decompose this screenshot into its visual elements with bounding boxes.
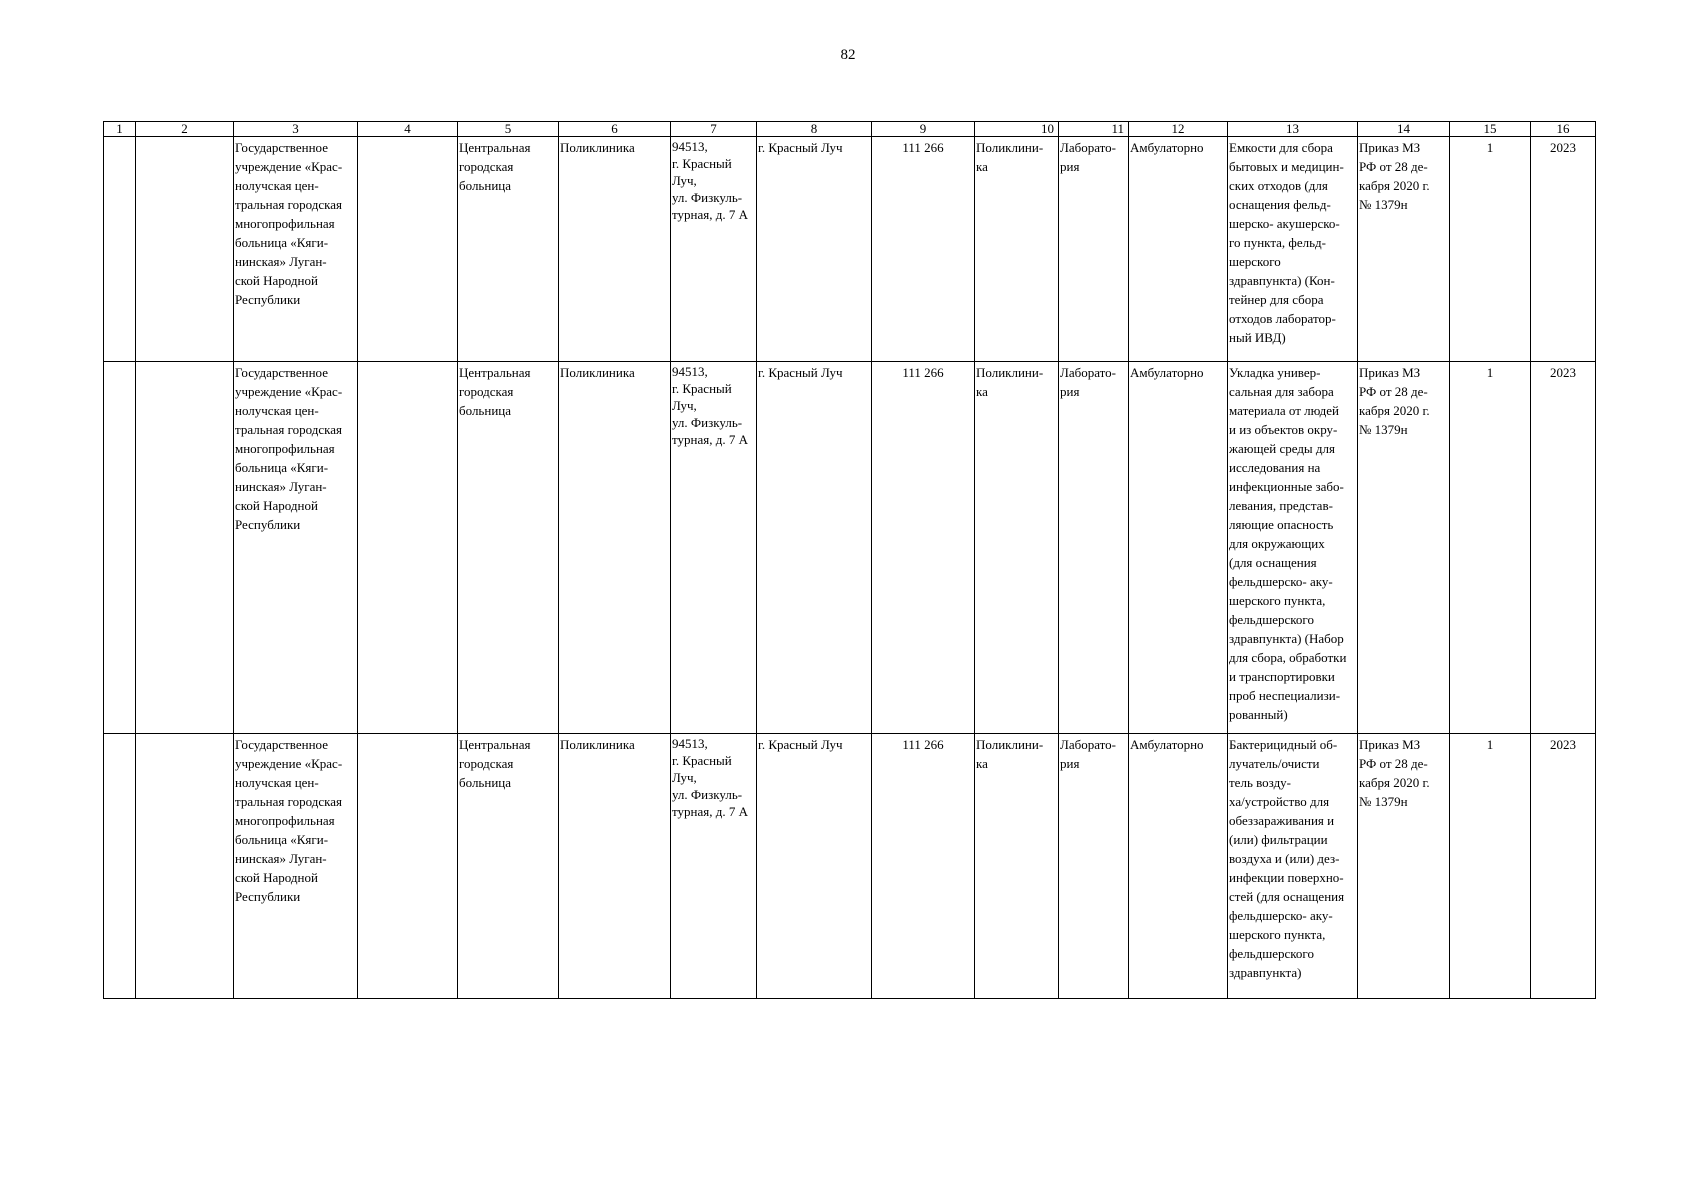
structure-cell: Поликлини- ка bbox=[975, 734, 1059, 999]
population-cell: 111 266 bbox=[872, 362, 975, 734]
column-number: 8 bbox=[757, 122, 872, 137]
department-cell: Лаборато- рия bbox=[1059, 137, 1129, 362]
cell-col-4 bbox=[358, 734, 458, 999]
year-cell: 2023 bbox=[1531, 362, 1596, 734]
division-cell: Центральная городская больница bbox=[458, 137, 559, 362]
column-number: 15 bbox=[1450, 122, 1531, 137]
table-row bbox=[104, 734, 1596, 999]
locality-cell: г. Красный Луч bbox=[757, 734, 872, 999]
institution-cell: Государственное учреждение «Крас- нолучская цен- тральная городская многопрофильная больница «Кяги- нинская» Луган- ской Народной Республики bbox=[234, 362, 358, 734]
equipment-cell: Бактерицидный об- лучатель/очисти тель возду- ха/устройство для обеззараживания и (или) фильтрации воздуха и (или) дез- инфекции поверхно- стей (для оснащения фельдшерско- аку- шерского пункта, фельдшерского здравпункта) bbox=[1228, 734, 1358, 999]
locality-cell: г. Красный Луч bbox=[757, 362, 872, 734]
cell-col-4 bbox=[358, 137, 458, 362]
address-cell: 94513, г. Красный Луч, ул. Физкуль- турная, д. 7 А bbox=[671, 734, 757, 999]
institution-cell: Государственное учреждение «Крас- нолучская цен- тральная городская многопрофильная больница «Кяги- нинская» Луган- ской Народной Республики bbox=[234, 734, 358, 999]
care-form-cell: Амбулаторно bbox=[1129, 734, 1228, 999]
page-number: 82 bbox=[840, 47, 856, 63]
structure-cell: Поликлини- ка bbox=[975, 137, 1059, 362]
cell-col-2 bbox=[136, 362, 234, 734]
institution-cell: Государственное учреждение «Крас- нолучская цен- тральная городская многопрофильная больница «Кяги- нинская» Луган- ской Народной Республики bbox=[234, 137, 358, 362]
care-form-cell: Амбулаторно bbox=[1129, 362, 1228, 734]
locality-cell: г. Красный Луч bbox=[757, 137, 872, 362]
year-cell: 2023 bbox=[1531, 734, 1596, 999]
column-number: 12 bbox=[1129, 122, 1228, 137]
year-cell: 2023 bbox=[1531, 137, 1596, 362]
division-cell: Центральная городская больница bbox=[458, 362, 559, 734]
cell-col-1 bbox=[104, 362, 136, 734]
column-number: 5 bbox=[458, 122, 559, 137]
unit-type-cell: Поликлиника bbox=[559, 137, 671, 362]
unit-type-cell: Поликлиника bbox=[559, 734, 671, 999]
department-cell: Лаборато- рия bbox=[1059, 362, 1129, 734]
table-row bbox=[104, 137, 1596, 362]
order-cell: Приказ МЗ РФ от 28 де- кабря 2020 г. № 1379н bbox=[1358, 362, 1450, 734]
cell-col-1 bbox=[104, 137, 136, 362]
cell-col-4 bbox=[358, 362, 458, 734]
column-number: 10 bbox=[975, 122, 1059, 137]
cell-col-2 bbox=[136, 734, 234, 999]
column-number: 6 bbox=[559, 122, 671, 137]
address-cell: 94513, г. Красный Луч, ул. Физкуль- турная, д. 7 А bbox=[671, 362, 757, 734]
address-cell: 94513, г. Красный Луч, ул. Физкуль- турная, д. 7 А bbox=[671, 137, 757, 362]
column-number: 11 bbox=[1059, 122, 1129, 137]
cell-col-2 bbox=[136, 137, 234, 362]
column-number-row bbox=[104, 122, 1596, 137]
equipment-cell: Емкости для сбора бытовых и медицин- ских отходов (для оснащения фельд- шерско- акушерско- го пункта, фельд- шерского здравпункта) (Кон- тейнер для сбора отходов лаборатор- ный ИВД) bbox=[1228, 137, 1358, 362]
order-cell: Приказ МЗ РФ от 28 де- кабря 2020 г. № 1379н bbox=[1358, 137, 1450, 362]
quantity-cell: 1 bbox=[1450, 137, 1531, 362]
structure-cell: Поликлини- ка bbox=[975, 362, 1059, 734]
column-number: 9 bbox=[872, 122, 975, 137]
column-number: 1 bbox=[104, 122, 136, 137]
population-cell: 111 266 bbox=[872, 137, 975, 362]
column-number: 7 bbox=[671, 122, 757, 137]
equipment-cell: Укладка универ- сальная для забора материала от людей и из объектов окру- жающей среды для исследования на инфекционные забо- левания, представ- ляющие опасность для окружающих (для оснащения фельдшерско- аку- шерского пункта, фельдшерского здравпункта) (Набор для сбора, обработки и транспортировки проб неспециализи- рованный) bbox=[1228, 362, 1358, 734]
column-number: 3 bbox=[234, 122, 358, 137]
population-cell: 111 266 bbox=[872, 734, 975, 999]
column-number: 13 bbox=[1228, 122, 1358, 137]
department-cell: Лаборато- рия bbox=[1059, 734, 1129, 999]
quantity-cell: 1 bbox=[1450, 362, 1531, 734]
column-number: 14 bbox=[1358, 122, 1450, 137]
care-form-cell: Амбулаторно bbox=[1129, 137, 1228, 362]
order-cell: Приказ МЗ РФ от 28 де- кабря 2020 г. № 1379н bbox=[1358, 734, 1450, 999]
unit-type-cell: Поликлиника bbox=[559, 362, 671, 734]
column-number: 16 bbox=[1531, 122, 1596, 137]
table-row bbox=[104, 362, 1596, 734]
cell-col-1 bbox=[104, 734, 136, 999]
column-number: 4 bbox=[358, 122, 458, 137]
register-table bbox=[103, 121, 1596, 999]
division-cell: Центральная городская больница bbox=[458, 734, 559, 999]
column-number: 2 bbox=[136, 122, 234, 137]
quantity-cell: 1 bbox=[1450, 734, 1531, 999]
